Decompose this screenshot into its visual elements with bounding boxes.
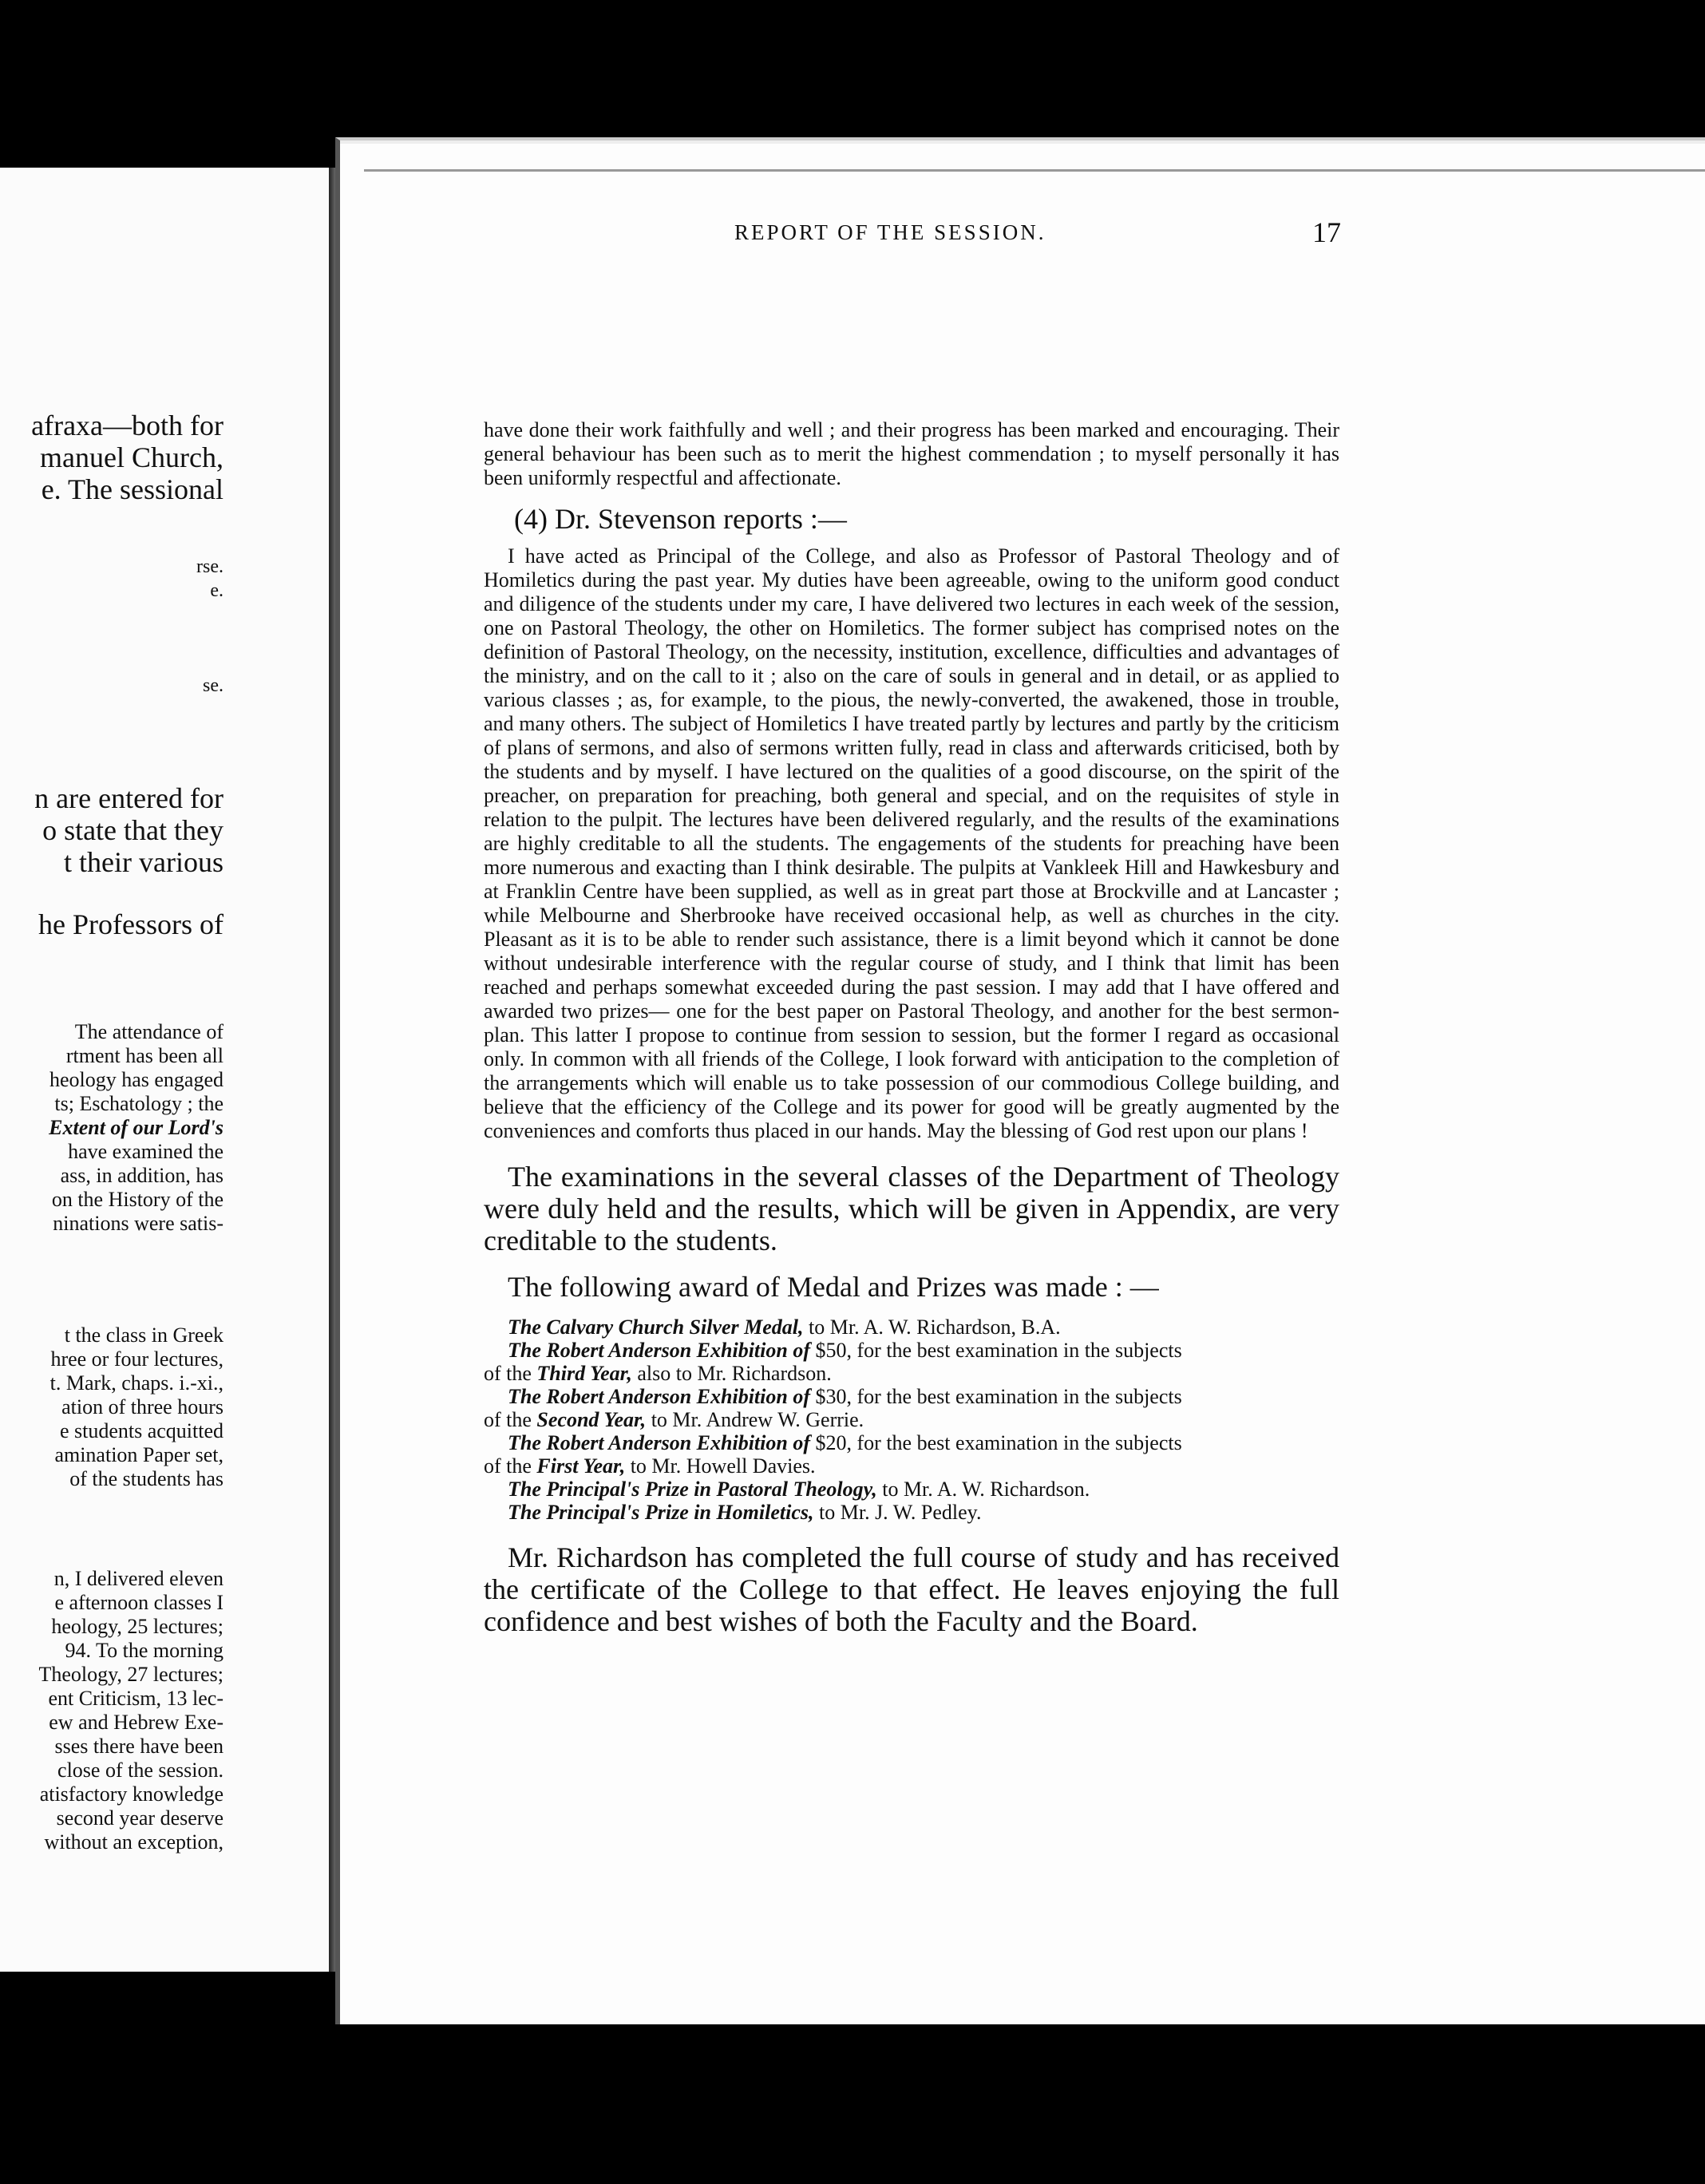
left-line: heology has engaged: [49, 1068, 224, 1091]
left-line: sses there have been: [54, 1735, 224, 1758]
left-line: without an exception,: [44, 1830, 224, 1854]
left-line: Extent of our Lord's: [49, 1116, 224, 1139]
left-line: ts; Eschatology ; the: [54, 1092, 224, 1115]
award-text: to Mr. J. W. Pedley.: [813, 1501, 982, 1524]
award-line: [484, 1316, 1339, 1339]
prize-name: The Principal's Prize in Pastoral Theology,: [508, 1478, 877, 1501]
award-text: to Mr. A. W. Richardson, B.A.: [803, 1316, 1061, 1339]
award-year: Second Year,: [536, 1408, 647, 1431]
closing-paragraph: Mr. Richardson has completed the full course of study and has received the certificate of the College to that effect. He leaves enjoying the full confidence and best wishes of both the Faculty and the Board.: [484, 1541, 1339, 1637]
left-line: e.: [210, 580, 224, 601]
left-line: Theology, 27 lectures;: [38, 1663, 224, 1686]
award-text: also to Mr. Richardson.: [631, 1362, 832, 1385]
left-line: rse.: [196, 556, 224, 577]
left-line: t. Mark, chaps. i.-xi.,: [49, 1371, 224, 1395]
left-line: second year deserve: [56, 1806, 224, 1830]
left-line: o state that they: [42, 814, 224, 846]
awards-intro: The following award of Medal and Prizes was made : —: [508, 1271, 1159, 1303]
left-line: hree or four lectures,: [50, 1347, 224, 1371]
left-line: close of the session.: [57, 1759, 224, 1782]
prize-name: The Principal's Prize in Homiletics,: [508, 1501, 814, 1524]
prize-name: The Robert Anderson Exhibition of: [508, 1431, 810, 1454]
award-text: $50, for the best examination in the subjects: [810, 1339, 1182, 1362]
left-line: se.: [203, 675, 224, 696]
left-line: manuel Church,: [40, 441, 224, 473]
left-line: rtment has been all: [65, 1044, 224, 1067]
opening-paragraph: have done their work faithfully and well ; and their progress has been marked and encouraging. Their general behaviour has been such as to merit the highest commendation ; to myself personally it has been uniformly respectful and affectionate.: [484, 418, 1339, 489]
left-line: n, I delivered eleven: [53, 1567, 224, 1590]
examinations-paragraph: The examinations in the several classes of the Department of Theology were duly held and the results, which will be given in Appendix, are very creditable to the students.: [484, 1161, 1339, 1256]
left-line: ninations were satis-: [53, 1212, 224, 1235]
left-line: heology, 25 lectures;: [51, 1615, 224, 1638]
left-line: n are entered for: [34, 782, 224, 814]
left-line: e afternoon classes I: [54, 1591, 224, 1614]
award-year: Third Year,: [536, 1362, 632, 1385]
stevenson-report: I have acted as Principal of the College, and also as Professor of Pastoral Theology and of Homiletics during the past year. My duties have been agreeable, owing to the uniform good conduct and diligence of the students under my care, I have delivered two lectures in each week of the session, one on Pastoral Theology, the other on Homiletics. The former subject has comprised notes on the definition of Pastoral Theology, on the necessity, institution, excellence, difficulties and advantages of the ministry, and on the call to it ; also on the care of souls in general and in detail, or as applied to various classes ; as, for example, to the pious, the newly-converted, the awakened, those in trouble, and many others. The subject of Homiletics I have treated partly by lectures and partly by the criticism of plans of sermons, and also of sermons written fully, read in class and afterwards criticised, both by the students and by myself. I have lectured on the qualities of a good discourse, on the spirit of the preacher, on preparation for preaching, both general and special, and on the requisites of style in relation to the pulpit. The lectures have been delivered regularly, and the results of the examinations are highly creditable to all the students. The engagements of the students for preaching have been more numerous and exacting than I think desirable. The pulpits at Vankleek Hill and Hawkesbury and at Franklin Centre have been supplied, as well as in great part those at Brockville and at Lancaster ; while Melbourne and Sherbrooke have received occasional help, as well as churches in the city. Pleasant as it is to be able to render such assistance, there is a limit beyond which it cannot be done without undesirable interference with the regular course of study, and I think that limit has been reached and perhaps somewhat exceeded during the past session. I may add that I have offered and awarded two prizes— one for the best paper on Pastoral Theology, and another for the best sermon-plan. This latter I propose to continue from session to session, but the former I regard as occasional only. In common with all friends of the College, I look forward with anticipation to the completion of the arrangements which will enable us to take possession of our commodious College building, and believe that the efficiency of the College and its power for good will be greatly augmented by the conveniences and comforts thus placed in our hands. May the blessing of God rest upon our plans !: [484, 544, 1339, 1142]
left-line: have examined the: [68, 1140, 224, 1163]
award-line: [484, 1385, 1339, 1408]
left-line: 94. To the morning: [65, 1639, 224, 1662]
award-text: to Mr. Andrew W. Gerrie.: [646, 1408, 864, 1431]
award-line: [484, 1501, 1339, 1524]
award-text: to Mr. A. W. Richardson.: [876, 1478, 1090, 1501]
left-facing-page: [0, 168, 334, 1972]
award-line: [484, 1478, 1339, 1501]
running-title: REPORT OF THE SESSION.: [734, 220, 1046, 244]
award-prefix: of the: [484, 1362, 537, 1385]
left-line: on the History of the: [51, 1188, 224, 1211]
award-prefix: of the: [484, 1454, 537, 1478]
left-line: he Professors of: [38, 908, 224, 940]
left-line: amination Paper set,: [54, 1443, 224, 1466]
award-line: [484, 1454, 1339, 1478]
left-line: e students acquitted: [59, 1419, 224, 1442]
left-line: ew and Hebrew Exe-: [49, 1711, 224, 1734]
left-line: ation of three hours: [61, 1395, 224, 1418]
award-prefix: of the: [484, 1408, 537, 1431]
left-line: of the students has: [69, 1467, 224, 1490]
award-text: $20, for the best examination in the subjects: [810, 1431, 1182, 1454]
award-line: [484, 1431, 1339, 1454]
page-number: 17: [1312, 216, 1341, 248]
section-heading: (4) Dr. Stevenson reports :—: [514, 503, 847, 535]
award-line: [484, 1339, 1339, 1362]
page-body: [484, 418, 1339, 1637]
award-line: [484, 1408, 1339, 1431]
award-line: [484, 1362, 1339, 1385]
left-line: The attendance of: [74, 1020, 224, 1043]
prize-name: The Robert Anderson Exhibition of: [508, 1385, 810, 1408]
left-line: afraxa—both for: [31, 410, 224, 441]
left-line: e. The sessional: [41, 473, 224, 505]
left-line: t the class in Greek: [64, 1323, 224, 1347]
awards-list: [484, 1316, 1339, 1524]
left-line: ent Criticism, 13 lec-: [48, 1687, 224, 1710]
left-line: atisfactory knowledge: [39, 1782, 224, 1806]
award-year: First Year,: [536, 1454, 626, 1478]
left-line: ass, in addition, has: [60, 1164, 224, 1187]
left-line: t their various: [64, 846, 224, 878]
award-text: to Mr. Howell Davies.: [625, 1454, 816, 1478]
top-rule: [364, 169, 1705, 172]
prize-name: The Robert Anderson Exhibition of: [508, 1339, 810, 1362]
prize-name: The Calvary Church Silver Medal,: [508, 1316, 804, 1339]
award-text: $30, for the best examination in the subjects: [810, 1385, 1182, 1408]
running-head: [399, 216, 1341, 252]
